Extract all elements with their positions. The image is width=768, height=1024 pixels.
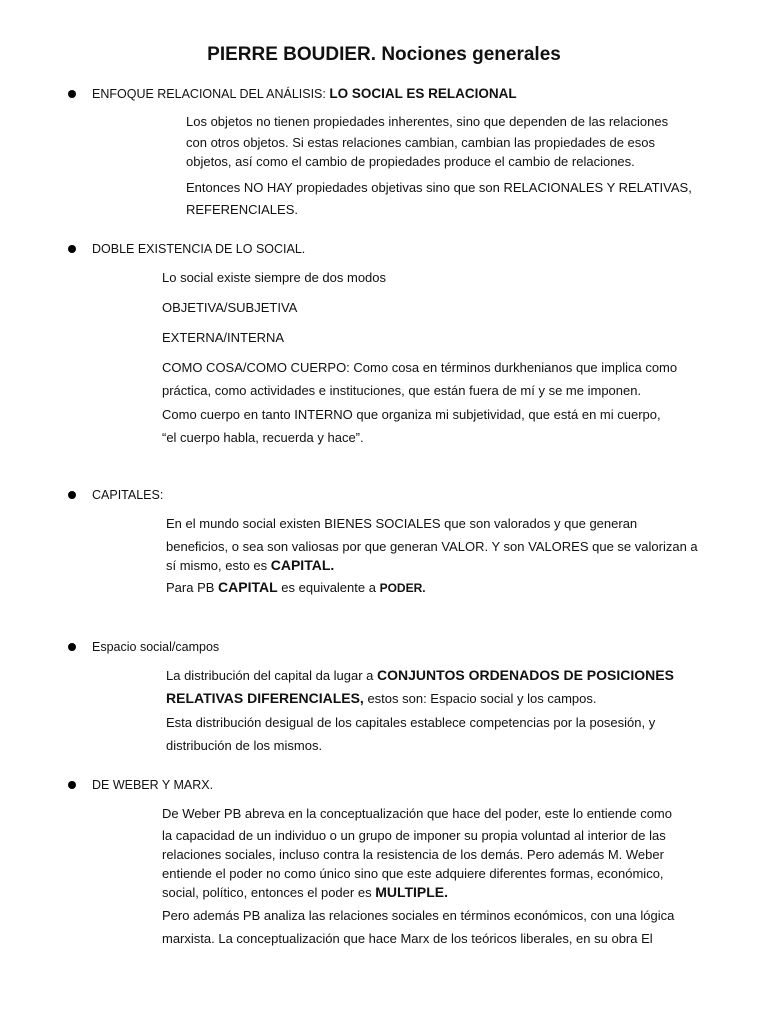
- item-emphasis: CAPITAL: [218, 579, 278, 595]
- bullet-dot: [68, 245, 76, 253]
- item-line: objetos, así como el cambio de propiedades produce el cambio de relaciones.: [186, 154, 635, 169]
- item-text: es equivalente a: [277, 580, 380, 595]
- item-line: Los objetos no tienen propiedades inherentes, sino que dependen de las relaciones: [186, 114, 669, 129]
- item-line: Entonces NO HAY propiedades objetivas sino que son RELACIONALES Y RELATIVAS,: [186, 180, 692, 195]
- item-text: social, político, entonces el poder es: [162, 885, 376, 900]
- section-heading: Espacio social/campos: [92, 640, 220, 654]
- section-heading: CAPITALES:: [92, 488, 164, 502]
- item-line: Lo social existe siempre de dos modos: [162, 270, 387, 285]
- bullet-dot: [68, 643, 76, 651]
- item-line: práctica, como actividades e instituciones, que están fuera de mí y se me imponen.: [162, 383, 642, 398]
- item-line: REFERENCIALES.: [186, 202, 298, 217]
- item-line: la capacidad de un individuo o un grupo de imponer su propia voluntad al interior de las: [162, 828, 666, 843]
- item-emphasis: MULTIPLE.: [375, 884, 449, 900]
- item-line: COMO COSA/COMO CUERPO: Como cosa en términos durkhenianos que implica como: [162, 360, 678, 375]
- item-emphasis: PODER.: [379, 581, 426, 595]
- list-item: [162, 112, 742, 171]
- list-item: [140, 804, 750, 902]
- item-line: Pero además PB analiza las relaciones sociales en términos económicos, con una lógica: [162, 908, 675, 923]
- item-emphasis: RELATIVAS DIFERENCIALES,: [166, 690, 364, 706]
- item-line: [166, 666, 743, 685]
- item-emphasis: CAPITAL.: [270, 557, 335, 573]
- item-line: [166, 689, 743, 708]
- list-item: [143, 578, 743, 598]
- list-item: [140, 405, 740, 447]
- item-line: De Weber PB abreva en la conceptualización que hace del poder, este lo entiende como: [162, 806, 672, 821]
- item-line: beneficios, o sea son valiosas por que generan VALOR. Y son VALORES que se valorizan a: [166, 539, 698, 554]
- section-heading-emphasis: LO SOCIAL ES RELACIONAL: [329, 86, 517, 101]
- item-line: relaciones sociales, incluso contra la resistencia de los demás. Pero además M. Weber: [162, 847, 664, 862]
- list-item: [140, 358, 740, 400]
- item-text: estos son: Espacio social y los campos.: [363, 691, 597, 706]
- item-text: sí mismo, esto es: [166, 558, 271, 573]
- item-line: EXTERNA/INTERNA: [162, 330, 285, 345]
- section-heading: ENFOQUE RELACIONAL DEL ANÁLISIS:: [92, 87, 330, 101]
- item-line: Esta distribución desigual de los capitales establece competencias por la posesión, y: [166, 715, 656, 730]
- item-text: La distribución del capital da lugar a: [166, 668, 378, 683]
- list-item: [143, 514, 743, 575]
- section-enfoque-relacional: [68, 86, 517, 101]
- item-line: entiende el poder no como único sino que este adquiere diferentes formas, económico,: [162, 866, 664, 881]
- page-title: PIERRE BOUDIER. Nociones generales: [207, 44, 561, 65]
- list-item: [143, 666, 743, 708]
- item-line: marxista. La conceptualización que hace Marx de los teóricos liberales, en su obra El: [162, 931, 653, 946]
- bullet-dot: [68, 781, 76, 789]
- item-line: En el mundo social existen BIENES SOCIALES que son valorados y que generan: [166, 516, 638, 531]
- item-text: Para PB: [166, 580, 219, 595]
- list-item: [140, 906, 750, 948]
- section-weber-marx: [68, 778, 213, 792]
- bullet-dot: [68, 491, 76, 499]
- item-line: Como cuerpo en tanto INTERNO que organiza mi subjetividad, que está en mi cuerpo,: [162, 407, 661, 422]
- item-line: OBJETIVA/SUBJETIVA: [162, 300, 298, 315]
- section-espacio-social: [68, 640, 219, 654]
- list-item: [140, 268, 740, 287]
- item-line: [162, 883, 750, 902]
- list-item: [140, 298, 740, 317]
- bullet-dot: [68, 90, 76, 98]
- list-item: [143, 713, 743, 755]
- item-line: “el cuerpo habla, recuerda y hace”.: [162, 430, 364, 445]
- item-line: [166, 578, 743, 598]
- section-capitales: [68, 488, 163, 502]
- section-heading: DOBLE EXISTENCIA DE LO SOCIAL.: [92, 242, 306, 256]
- item-line: distribución de los mismos.: [166, 738, 323, 753]
- item-line: con otros objetos. Si estas relaciones cambian, cambian las propiedades de esos: [186, 135, 655, 150]
- section-doble-existencia: [68, 242, 305, 256]
- item-line: [166, 556, 743, 575]
- item-emphasis: CONJUNTOS ORDENADOS DE POSICIONES: [377, 667, 674, 683]
- list-item: [162, 178, 742, 219]
- section-heading: DE WEBER Y MARX.: [92, 778, 214, 792]
- list-item: [140, 328, 740, 347]
